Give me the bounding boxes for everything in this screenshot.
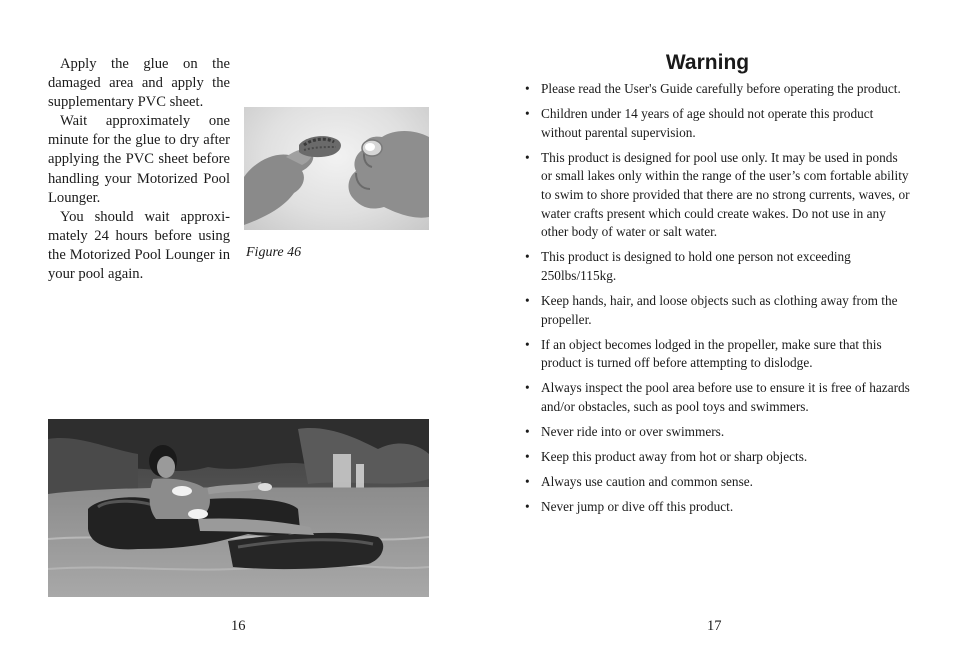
right-page [477, 0, 954, 668]
bullet: • [525, 424, 530, 439]
page-number: 17 [707, 618, 722, 634]
page-number: 16 [231, 618, 246, 634]
bullet: • [525, 106, 530, 122]
warning-item [525, 473, 910, 492]
warning-item-text: Never ride into or over swimmers. [541, 424, 725, 439]
warning-item-text: Keep this product away from hot or sharp objects. [541, 449, 808, 465]
warning-item [525, 423, 910, 442]
warning-item [525, 149, 910, 242]
figure-caption: Figure 46 [246, 245, 302, 260]
warning-item-text: This product is designed to hold one person not exceeding 250lbs/115kg. [541, 249, 851, 283]
warning-item-text: Always use caution and common sense. [541, 474, 753, 490]
bullet: • [525, 292, 530, 308]
warning-item [525, 498, 910, 517]
warning-item [525, 336, 910, 373]
warning-title: Warning [665, 51, 750, 74]
bullet: • [525, 336, 530, 352]
warning-item-text: Please read the User's Guide carefully before operating the product. [541, 81, 901, 96]
woman-on-pool-lounger-image [48, 419, 429, 597]
hands-applying-patch-image [244, 107, 429, 230]
bullet: • [525, 449, 530, 465]
warning-item [525, 105, 910, 142]
warning-item-text: Always inspect the pool area before use to ensure it is free of hazards and/or obstacles, such as pool toys and swimmers. [541, 380, 910, 414]
warning-item-text: Children under 14 years of age should not operate this product without parental supervision. [541, 106, 874, 140]
warning-list [525, 80, 910, 523]
bullet: • [525, 81, 530, 96]
bullet: • [525, 474, 530, 490]
warning-item [525, 379, 910, 416]
warning-item-text: If an object becomes lodged in the propeller, make sure that this product is turned off before attempting to dislodge. [541, 336, 882, 371]
warning-item [525, 448, 910, 467]
instruction-paragraph: Apply the glue on the damaged area and apply the supplementary PVC sheet. [48, 56, 230, 111]
warning-item [525, 248, 910, 285]
bullet: • [525, 380, 530, 396]
bullet: • [525, 249, 530, 265]
warning-item-text: Never jump or dive off this product. [541, 499, 734, 515]
warning-item [525, 80, 910, 99]
warning-item-text: Keep hands, hair, and loose objects such as clothing away from the propeller. [541, 292, 898, 327]
bullet: • [525, 149, 530, 165]
instruction-paragraph: Wait approximately one minute for the glue to dry after applying the PVC sheet before handling your Motorized Pool Lounger. [48, 113, 230, 206]
warning-item-text: This product is designed for pool use only. It may be used in ponds or small lakes only within the range of the user’s com fortable ability to swim to shore provided that there are no strong currents, waves, or water crafts present which could create wakes. Do not use in any other body of water or salt water. [541, 149, 910, 240]
figure-46-photo [244, 107, 429, 230]
pool-lounger-photo [48, 419, 429, 597]
warning-item [525, 292, 910, 329]
bullet: • [525, 499, 530, 515]
instruction-paragraph: You should wait approxi-mately 24 hours before using the Motorized Pool Lounger in your pool again. [48, 208, 230, 283]
repair-instructions [48, 55, 230, 284]
